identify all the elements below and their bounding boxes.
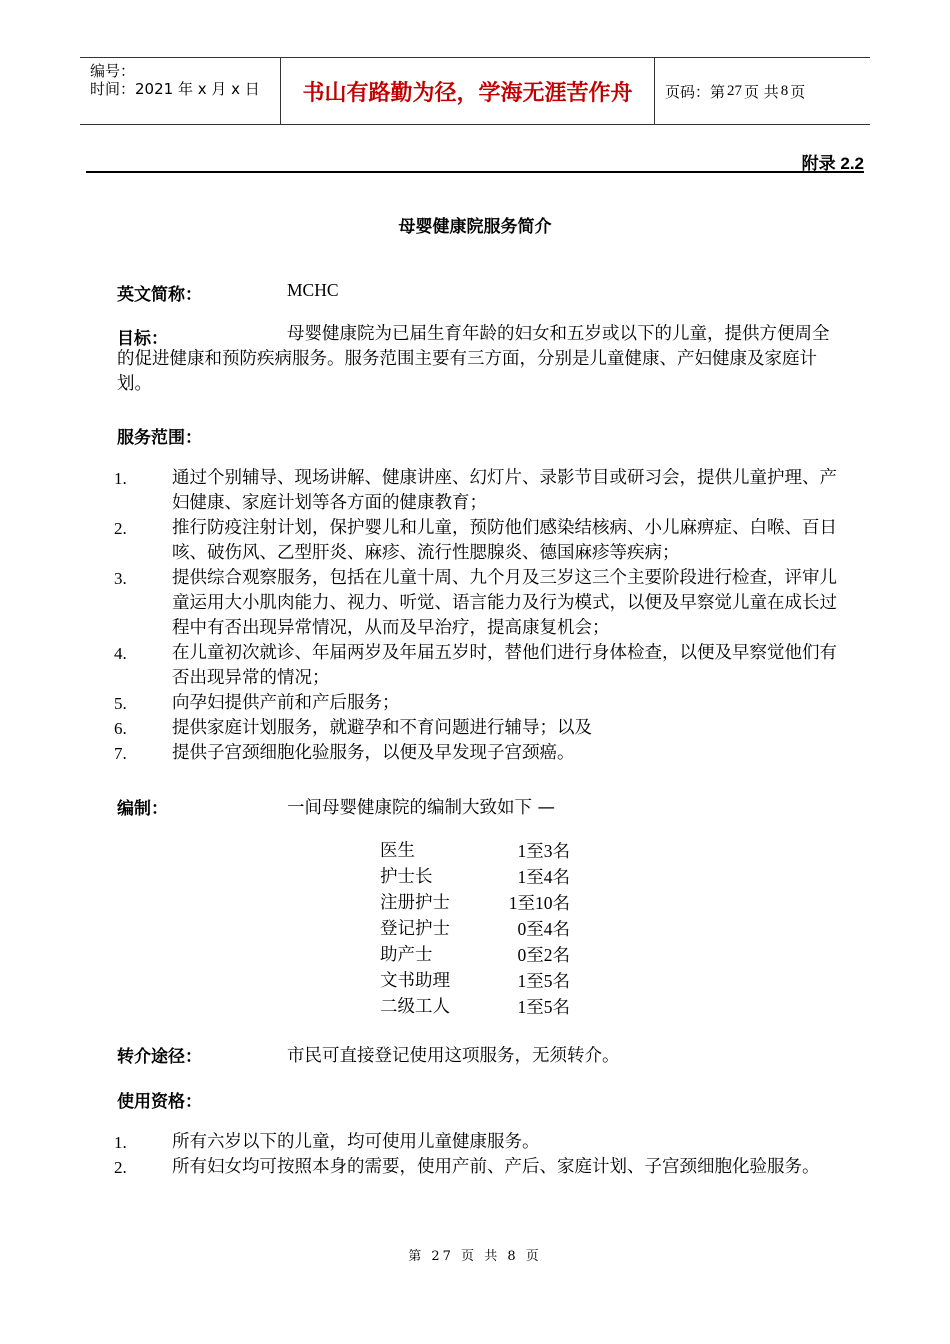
page-mid: 页 共	[744, 82, 779, 101]
eligibility-label: 使用资格：	[117, 1092, 202, 1112]
header-page-info	[655, 58, 870, 124]
appendix-label: 附录 2.2	[801, 154, 864, 173]
staff-row: 护士长 1至4名	[380, 867, 570, 888]
list-item: 3. 提供综合观察服务，包括在儿童十周、九个月及三岁这三个主要阶段进行检查，评审儿童运用大小肌肉能力、视力、听觉、语言能力及行为模式，以便及早察觉儿童在成长过程中有否出现异常情况，从而及早治疗，提高康复机会；	[114, 568, 837, 638]
time-label: 时间：2021 年 x 月 x 日	[90, 80, 260, 98]
header-meta	[80, 58, 281, 124]
staff-row: 登记护士 0至4名	[380, 919, 570, 940]
header-motto: 书山有路勤为径，学海无涯苦作舟	[281, 58, 655, 124]
eligibility-list	[114, 1130, 854, 1180]
objective-label: 目标：	[117, 329, 168, 349]
divider	[86, 171, 864, 173]
staffing-label: 编制：	[117, 799, 168, 819]
scope-list	[114, 466, 854, 766]
staff-row: 文书助理 1至5名	[380, 971, 570, 992]
staffing-table	[380, 839, 570, 1021]
abbr-value: MCHC	[287, 280, 339, 300]
page-header	[80, 57, 870, 125]
staff-row: 医生 1至3名	[380, 841, 570, 862]
staff-row: 二级工人 1至5名	[380, 997, 570, 1018]
list-item: 1. 通过个别辅导、现场讲解、健康讲座、幻灯片、录影节目或研习会，提供儿童护理、产妇健康、家庭计划等各方面的健康教育；	[114, 468, 837, 513]
page-prefix: 页码：第	[665, 82, 726, 101]
page-footer: 第 27 页 共 8 页	[408, 1249, 542, 1264]
staff-row: 注册护士 1至10名	[380, 893, 570, 914]
list-item: 4. 在儿童初次就诊、年届两岁及年届五岁时，替他们进行身体检查，以便及早察觉他们有否出现异常的情况；	[114, 643, 837, 688]
abbr-label: 英文简称：	[117, 285, 202, 305]
page-total: 8	[780, 82, 789, 99]
page-title: 母婴健康院服务简介	[398, 217, 552, 237]
staffing-intro: 一间母婴健康院的编制大致如下 —	[287, 798, 556, 818]
list-item: 2. 所有妇女均可按照本身的需要，使用产前、产后、家庭计划、子宫颈细胞化验服务。	[114, 1157, 820, 1177]
scope-label: 服务范围：	[117, 428, 202, 448]
referral-text: 市民可直接登记使用这项服务，无须转介。	[287, 1046, 620, 1066]
page-suffix: 页	[790, 82, 806, 101]
referral-label: 转介途径：	[117, 1047, 202, 1067]
list-item: 6. 提供家庭计划服务，就避孕和不育问题进行辅导；以及	[114, 718, 592, 738]
list-item: 7. 提供子宫颈细胞化验服务，以便及早发现子宫颈癌。	[114, 743, 575, 763]
list-item: 1. 所有六岁以下的儿童，均可使用儿童健康服务。	[114, 1132, 540, 1152]
list-item: 2. 推行防疫注射计划，保护婴儿和儿童，预防他们感染结核病、小儿麻痹症、白喉、百日咳、破伤风、乙型肝炎、麻疹、流行性腮腺炎、德国麻疹等疾病；	[114, 518, 837, 563]
objective-text: 母婴健康院为已届生育年龄的妇女和五岁或以下的儿童，提供方便周全的促进健康和预防疾病服务。服务范围主要有三方面，分别是儿童健康、产妇健康及家庭计划。	[117, 324, 830, 394]
serial-label: 编号：	[90, 62, 136, 80]
list-item: 5. 向孕妇提供产前和产后服务；	[114, 693, 400, 713]
page-current: 27	[727, 82, 743, 99]
staff-row: 助产士 0至2名	[380, 945, 570, 966]
